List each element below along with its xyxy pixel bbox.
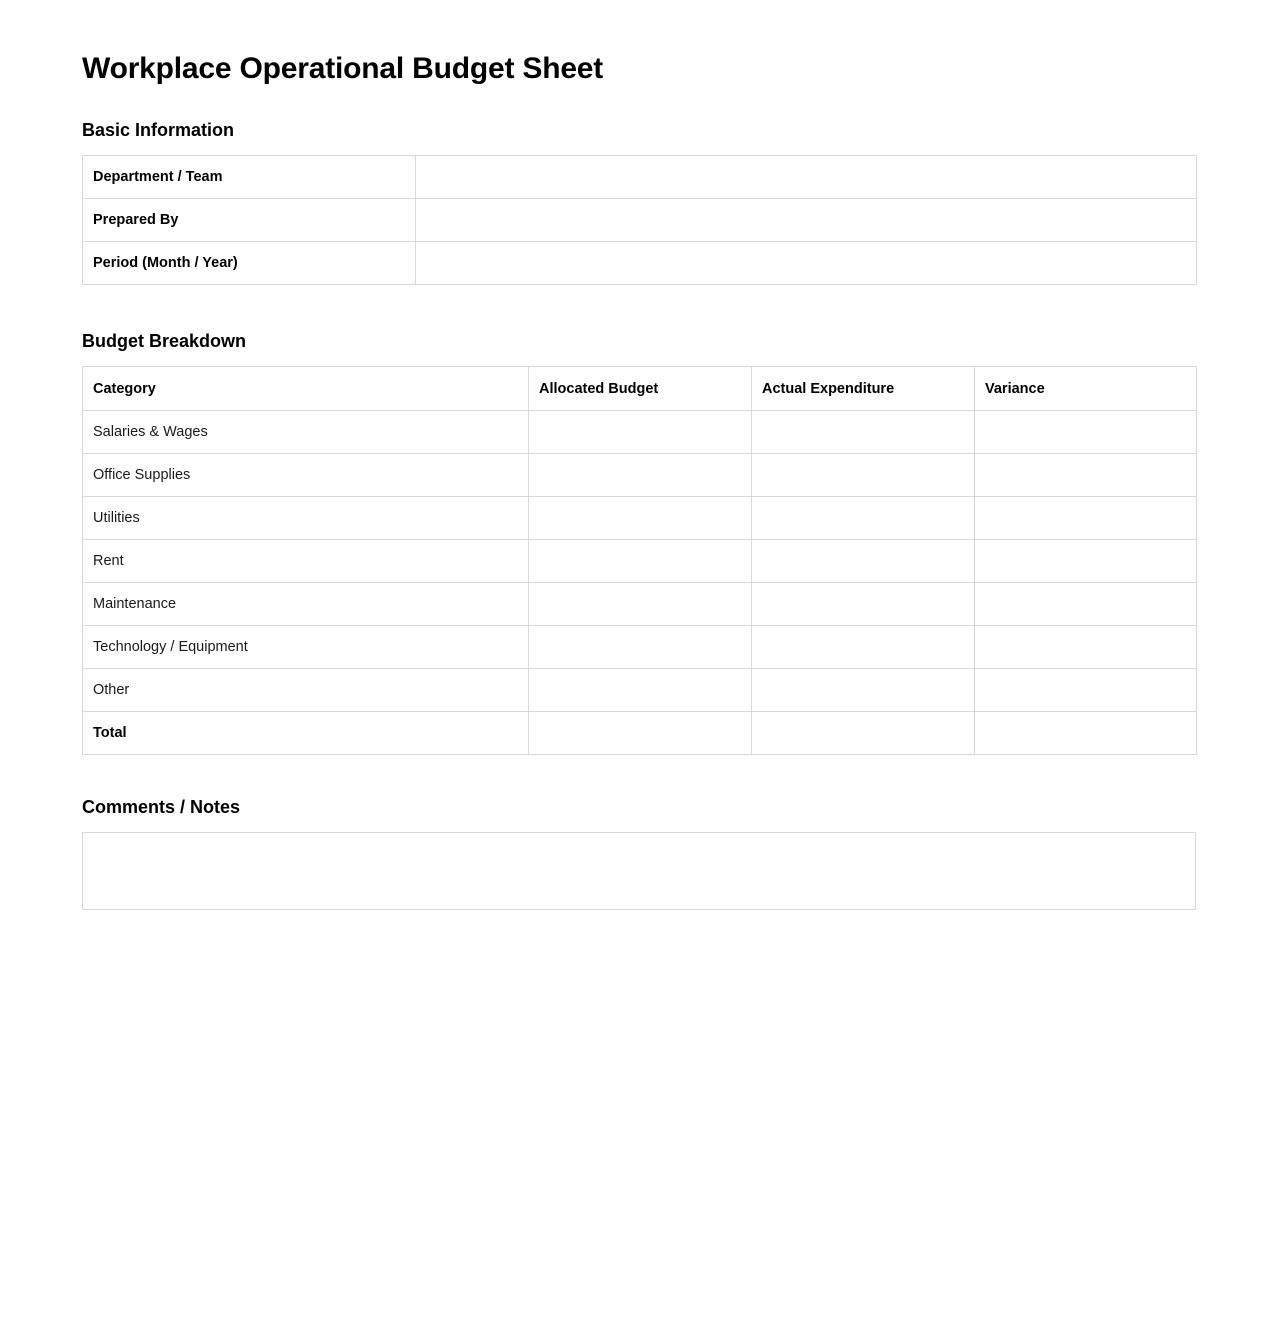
- row-label-utilities: Utilities: [83, 497, 529, 540]
- table-row: [83, 199, 1197, 242]
- cell-actual-technology-equipment[interactable]: [752, 626, 975, 669]
- cell-actual-utilities[interactable]: [752, 497, 975, 540]
- cell-variance-utilities[interactable]: [975, 497, 1197, 540]
- row-label-total: Total: [83, 712, 529, 755]
- field-value-prepared-by[interactable]: [416, 199, 1197, 242]
- table-row: [83, 156, 1197, 199]
- cell-actual-office-supplies[interactable]: [752, 454, 975, 497]
- cell-allocated-utilities[interactable]: [529, 497, 752, 540]
- table-row: [83, 669, 1197, 712]
- row-label-other: Other: [83, 669, 529, 712]
- row-label-technology-equipment: Technology / Equipment: [83, 626, 529, 669]
- row-label-salaries-wages: Salaries & Wages: [83, 411, 529, 454]
- cell-allocated-technology-equipment[interactable]: [529, 626, 752, 669]
- cell-variance-total[interactable]: [975, 712, 1197, 755]
- section-heading-budget-breakdown: Budget Breakdown: [82, 331, 247, 351]
- comments-notes-field[interactable]: [82, 832, 1196, 910]
- cell-variance-office-supplies[interactable]: [975, 454, 1197, 497]
- page-title: Workplace Operational Budget Sheet: [82, 52, 604, 85]
- column-header-actual-expenditure: Actual Expenditure: [752, 367, 975, 411]
- cell-allocated-total[interactable]: [529, 712, 752, 755]
- cell-variance-technology-equipment[interactable]: [975, 626, 1197, 669]
- column-header-variance: Variance: [975, 367, 1197, 411]
- row-label-office-supplies: Office Supplies: [83, 454, 529, 497]
- cell-allocated-rent[interactable]: [529, 540, 752, 583]
- row-label-rent: Rent: [83, 540, 529, 583]
- cell-actual-salaries-wages[interactable]: [752, 411, 975, 454]
- field-label-prepared-by: Prepared By: [83, 199, 416, 242]
- cell-actual-rent[interactable]: [752, 540, 975, 583]
- cell-variance-other[interactable]: [975, 669, 1197, 712]
- cell-actual-maintenance[interactable]: [752, 583, 975, 626]
- table-row: [83, 242, 1197, 285]
- cell-allocated-salaries-wages[interactable]: [529, 411, 752, 454]
- table-row: [83, 540, 1197, 583]
- cell-allocated-office-supplies[interactable]: [529, 454, 752, 497]
- table-row: [83, 497, 1197, 540]
- field-value-department-team[interactable]: [416, 156, 1197, 199]
- table-row: [83, 583, 1197, 626]
- page-bottom-spacer: [82, 910, 1196, 1330]
- section-heading-basic-information: Basic Information: [82, 120, 235, 140]
- cell-allocated-maintenance[interactable]: [529, 583, 752, 626]
- cell-actual-total[interactable]: [752, 712, 975, 755]
- column-header-category: Category: [83, 367, 529, 411]
- section-heading-comments-notes: Comments / Notes: [82, 797, 241, 817]
- table-row: [83, 626, 1197, 669]
- table-header-row: [83, 367, 1197, 411]
- table-row: [83, 411, 1197, 454]
- cell-variance-rent[interactable]: [975, 540, 1197, 583]
- field-value-period-month-year[interactable]: [416, 242, 1197, 285]
- cell-actual-other[interactable]: [752, 669, 975, 712]
- cell-variance-salaries-wages[interactable]: [975, 411, 1197, 454]
- cell-variance-maintenance[interactable]: [975, 583, 1197, 626]
- table-row-total: [83, 712, 1197, 755]
- row-label-maintenance: Maintenance: [83, 583, 529, 626]
- column-header-allocated-budget: Allocated Budget: [529, 367, 752, 411]
- cell-allocated-other[interactable]: [529, 669, 752, 712]
- budget-breakdown-table: [82, 366, 1197, 755]
- basic-information-table: [82, 155, 1197, 285]
- field-label-period-month-year: Period (Month / Year): [83, 242, 416, 285]
- field-label-department-team: Department / Team: [83, 156, 416, 199]
- table-row: [83, 454, 1197, 497]
